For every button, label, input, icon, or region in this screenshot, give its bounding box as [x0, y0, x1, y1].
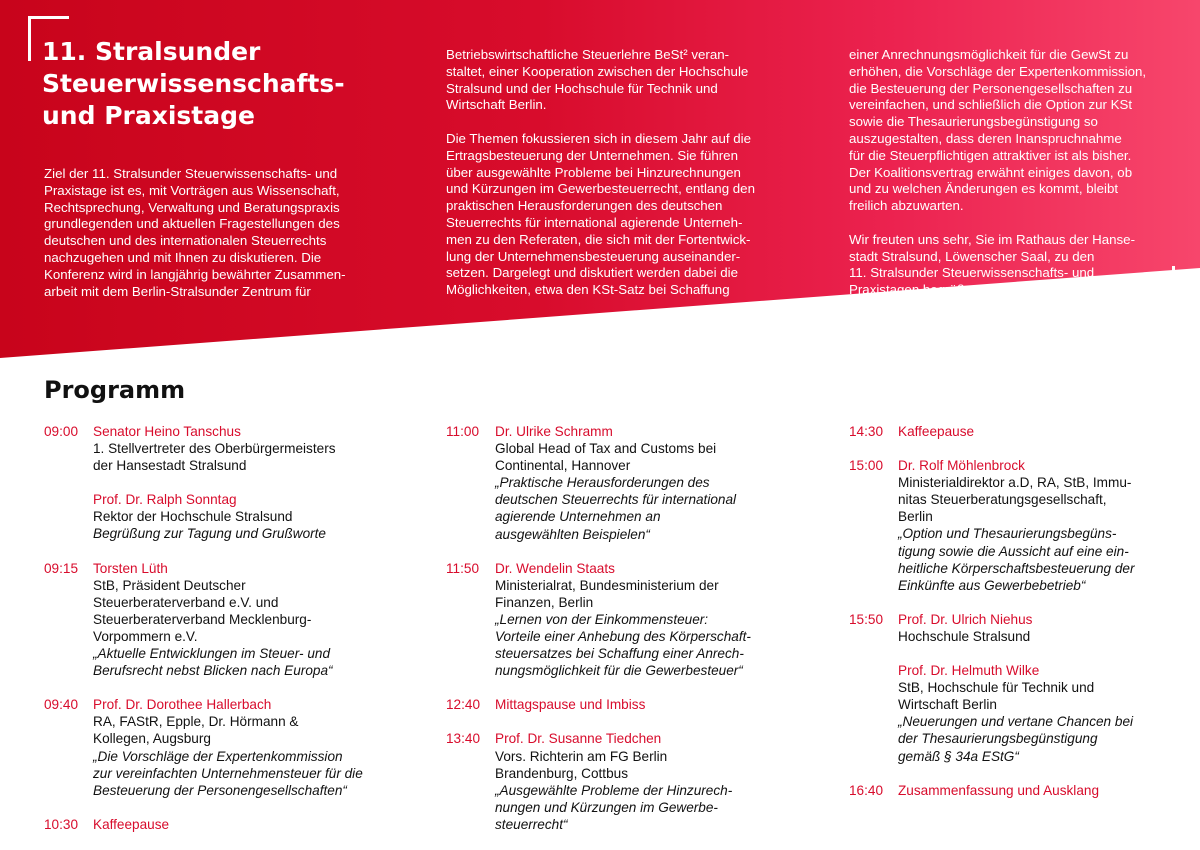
talk-title	[898, 525, 1199, 593]
role-line: nitas Steuerberatungsgesellschaft,	[898, 492, 1107, 508]
talk-line: steuersatzes bei Schaffung einer Anrech-	[495, 646, 744, 662]
speaker-role	[93, 713, 394, 747]
role-line: Rektor der Hochschule Stralsund	[93, 509, 293, 525]
speaker-block	[93, 696, 394, 799]
intro-paragraph	[849, 47, 1169, 215]
speaker-name: Dr. Wendelin Staats	[495, 560, 615, 576]
title-line: 11. Stralsunder	[42, 37, 261, 66]
intro-line: die Besteuerung der Personengesellschaften zu	[849, 80, 1133, 96]
time-slot: 15:00	[849, 458, 884, 474]
talk-line: „Praktische Herausforderungen des	[495, 475, 710, 491]
speaker-role	[898, 474, 1199, 525]
speaker-block	[93, 816, 394, 833]
talk-line: ausgewählten Beispielen“	[495, 526, 650, 542]
entry-body	[495, 696, 796, 713]
intro-paragraph	[446, 131, 776, 299]
schedule-entry	[446, 730, 796, 833]
talk-line: „Die Vorschläge der Expertenkommission	[93, 748, 343, 764]
entry-body	[495, 423, 796, 543]
speaker-name: Senator Heino Tanschus	[93, 424, 241, 439]
role-line: Hochschule Stralsund	[898, 628, 1031, 644]
intro-line: einer Anrechnungsmöglichkeit für die GewSt zu	[849, 47, 1129, 62]
intro-line: auszugestalten, dass deren Inanspruchnahme	[849, 130, 1122, 146]
schedule-entry	[446, 560, 796, 680]
role-line: Global Head of Tax and Customs bei	[495, 441, 717, 457]
time-slot: 10:30	[44, 816, 79, 832]
role-line: Ministerialdirektor a.D, RA, StB, Immu-	[898, 475, 1132, 491]
intro-line: Wir freuten uns sehr, Sie im Rathaus der Hanse-	[849, 231, 1136, 247]
speaker-role	[495, 748, 796, 782]
speaker-role	[93, 508, 394, 525]
role-line: RA, FAStR, Epple, Dr. Hörmann &	[93, 714, 299, 730]
speaker-name: Torsten Lüth	[93, 560, 168, 576]
intro-line: nachzugehen und mit Ihnen zu diskutieren. Die	[44, 249, 322, 265]
speaker-name: Dr. Rolf Möhlenbrock	[898, 458, 1025, 474]
speaker-name: Prof. Dr. Helmuth Wilke	[898, 663, 1040, 679]
intro-line: Möglichkeiten, etwa den KSt-Satz bei Schaffung	[446, 282, 730, 298]
speaker-role	[93, 440, 394, 474]
programm-heading: Programm	[44, 376, 186, 404]
talk-line: Besteuerung der Personengesellschaften“	[93, 782, 347, 798]
speaker-block	[93, 423, 394, 474]
entry-body	[93, 816, 394, 833]
intro-column-1	[44, 166, 364, 300]
entry-body	[495, 730, 796, 833]
schedule-entry	[849, 457, 1199, 594]
time-slot: 11:00	[446, 424, 480, 439]
intro-column-2	[446, 47, 776, 299]
role-line: 1. Stellvertreter des Oberbürgermeisters	[93, 441, 336, 457]
time-slot: 12:40	[446, 697, 481, 713]
intro-line: und zu welchen Änderungen es kommt, bleibt	[849, 181, 1119, 197]
intro-line: Der Koalitionsvertrag erwähnt einiges davon, ob	[849, 164, 1133, 180]
talk-line: steuerrecht“	[495, 816, 568, 832]
programm-column-3	[849, 423, 1199, 816]
time-slot: 09:40	[44, 697, 79, 713]
entry-body	[898, 423, 1199, 440]
intro-paragraph	[446, 47, 776, 114]
intro-line: Die Themen fokussieren sich in diesem Jahr auf die	[446, 130, 751, 146]
talk-line: nungen und Kürzungen im Gewerbe-	[495, 799, 718, 815]
talk-line: deutschen Steuerrechts für international	[495, 492, 737, 508]
role-line: StB, Präsident Deutscher	[93, 577, 246, 593]
entry-body	[93, 423, 394, 543]
intro-paragraph	[44, 166, 364, 300]
speaker-name: Kaffeepause	[898, 424, 975, 439]
talk-title	[495, 782, 796, 833]
speaker-name: Dr. Ulrike Schramm	[495, 424, 613, 439]
entry-body	[93, 696, 394, 799]
intro-line: Steuerrechts für international agierende Unterneh-	[446, 214, 743, 230]
intro-line: 11. Stralsunder Steuerwissenschafts- und	[849, 265, 1095, 281]
intro-line: arbeit mit dem Berlin-Stralsunder Zentrum für	[44, 283, 311, 299]
intro-line: setzen. Dargelegt und diskutiert werden dabei die	[446, 265, 738, 281]
programm-column-1	[44, 423, 394, 850]
speaker-role	[495, 440, 796, 474]
time-slot: 09:15	[44, 560, 79, 576]
speaker-block	[93, 560, 394, 680]
speaker-name: Prof. Dr. Dorothee Hallerbach	[93, 697, 272, 713]
intro-line: stadt Stralsund, Löwenscher Saal, zu den	[849, 248, 1095, 264]
time-slot: 09:00	[44, 424, 79, 439]
talk-title	[898, 713, 1199, 764]
schedule-entry	[44, 560, 394, 680]
time-slot: 13:40	[446, 731, 481, 747]
intro-line: lung der Unternehmensbesteuerung auseinander-	[446, 248, 741, 264]
intro-line: sowie die Thesaurierungsbegünstigung so	[849, 114, 1098, 130]
speaker-role	[93, 577, 394, 645]
intro-line: praktischen Herausforderungen des deutschen	[446, 198, 723, 214]
role-line: Kollegen, Augsburg	[93, 731, 211, 747]
talk-title	[93, 748, 394, 799]
talk-line: „Option und Thesaurierungsbegüns-	[898, 526, 1117, 542]
intro-line: staltet, einer Kooperation zwischen der Hochschule	[446, 63, 749, 79]
talk-line: „Ausgewählte Probleme der Hinzurech-	[495, 782, 733, 798]
speaker-block	[898, 611, 1199, 645]
speaker-block	[495, 730, 796, 833]
intro-line: grundlegenden und aktuellen Fragestellungen des	[44, 216, 340, 232]
talk-title	[495, 474, 796, 542]
talk-line: tigung sowie die Aussicht auf eine ein-	[898, 543, 1129, 559]
role-line: der Hansestadt Stralsund	[93, 458, 247, 474]
speaker-block	[93, 491, 394, 542]
schedule-entry	[849, 423, 1199, 440]
role-line: StB, Hochschule für Technik und	[898, 680, 1095, 696]
speaker-role	[898, 679, 1199, 713]
intro-line: Ziel der 11. Stralsunder Steuerwissenschafts- und	[44, 166, 338, 181]
entry-body	[898, 457, 1199, 594]
talk-line: agierende Unternehmen an	[495, 509, 661, 525]
title-line: Steuerwissenschafts-	[42, 69, 345, 98]
intro-line: men zu den Referaten, die sich mit der Fortentwick-	[446, 231, 751, 247]
speaker-name: Kaffeepause	[93, 816, 170, 832]
speaker-name: Mittagspause und Imbiss	[495, 697, 646, 713]
entry-body	[93, 560, 394, 680]
speaker-name: Zusammenfassung und Ausklang	[898, 782, 1100, 798]
talk-line: nungsmöglichkeit für die Gewerbesteuer“	[495, 663, 743, 679]
schedule-entry	[849, 782, 1199, 799]
talk-line: gemäß § 34a EStG“	[898, 748, 1019, 764]
intro-column-3	[849, 47, 1169, 299]
speaker-block	[495, 423, 796, 543]
talk-line: zur vereinfachten Unternehmensteuer für die	[93, 765, 363, 781]
intro-line: für die Steuerpflichtigen attraktiver ist als bisher.	[849, 147, 1132, 163]
schedule-entry	[44, 816, 394, 833]
time-slot: 16:40	[849, 782, 884, 798]
speaker-role	[495, 577, 796, 611]
title-line: und Praxistage	[42, 101, 255, 130]
time-slot: 15:50	[849, 611, 884, 627]
intro-paragraph	[849, 232, 1169, 299]
speaker-name: Prof. Dr. Ralph Sonntag	[93, 492, 237, 508]
role-line: Brandenburg, Cottbus	[495, 765, 629, 781]
speaker-block	[898, 423, 1199, 440]
talk-line: „Lernen von der Einkommensteuer:	[495, 611, 709, 627]
talk-line: der Thesaurierungsbegünstigung	[898, 731, 1098, 747]
role-line: Ministerialrat, Bundesministerium der	[495, 577, 719, 593]
talk-line: „Aktuelle Entwicklungen im Steuer- und	[93, 646, 331, 662]
role-line: Continental, Hannover	[495, 458, 631, 474]
intro-line: Konferenz wird in langjährig bewährter Zusammen-	[44, 266, 346, 282]
entry-body	[495, 560, 796, 680]
role-line: Vorpommern e.V.	[93, 628, 198, 644]
schedule-entry	[44, 423, 394, 543]
speaker-name: Prof. Dr. Ulrich Niehus	[898, 611, 1033, 627]
talk-line: Berufsrecht nebst Blicken nach Europa“	[93, 663, 333, 679]
role-line: Finanzen, Berlin	[495, 594, 594, 610]
talk-title	[495, 611, 796, 679]
speaker-name: Prof. Dr. Susanne Tiedchen	[495, 731, 662, 747]
schedule-entry	[446, 423, 796, 543]
speaker-block	[898, 457, 1199, 594]
talk-line: „Neuerungen und vertane Chancen bei	[898, 714, 1134, 730]
speaker-role	[898, 628, 1199, 645]
schedule-entry	[849, 611, 1199, 765]
role-line: Berlin	[898, 509, 933, 525]
talk-line: Begrüßung zur Tagung und Grußworte	[93, 526, 326, 542]
page-title	[42, 36, 382, 132]
intro-line: deutschen und des internationalen Steuerrechts	[44, 233, 327, 249]
speaker-block	[495, 560, 796, 680]
intro-line: und Kürzungen im Gewerbesteuerrecht, entlang den	[446, 181, 755, 197]
intro-line: Rechtsprechung, Verwaltung und Beratungspraxis	[44, 199, 340, 215]
schedule-entry	[44, 696, 394, 799]
entry-body	[898, 782, 1199, 799]
schedule-entry	[446, 696, 796, 713]
role-line: Vors. Richterin am FG Berlin	[495, 748, 668, 764]
talk-line: Einkünfte aus Gewerbebetrieb“	[898, 577, 1086, 593]
intro-line: vereinfachen, und schließlich die Option zur KSt	[849, 97, 1133, 113]
intro-line: erhöhen, die Vorschläge der Expertenkommission,	[849, 63, 1147, 79]
talk-title	[93, 645, 394, 679]
intro-line: Stralsund und der Hochschule für Technik und	[446, 80, 718, 96]
intro-line: freilich abzuwarten.	[849, 198, 964, 214]
time-slot: 14:30	[849, 424, 884, 439]
talk-line: heitliche Körperschaftsbesteuerung der	[898, 560, 1135, 576]
role-line: Steuerberaterverband e.V. und	[93, 594, 279, 610]
programm-column-2	[446, 423, 796, 850]
role-line: Wirtschaft Berlin	[898, 697, 997, 713]
intro-line: Praxistagen begrüßen zu dürfen!	[849, 282, 1043, 298]
talk-line: Vorteile einer Anhebung des Körperschaft-	[495, 629, 751, 645]
talk-title	[93, 525, 394, 542]
intro-line: Betriebswirtschaftliche Steuerlehre BeSt² veran-	[446, 47, 730, 62]
intro-line: Wirtschaft Berlin.	[446, 97, 547, 113]
speaker-block	[495, 696, 796, 713]
speaker-block	[898, 782, 1199, 799]
entry-body	[898, 611, 1199, 765]
time-slot: 11:50	[446, 560, 480, 576]
intro-line: über ausgewählte Probleme bei Hinzurechnungen	[446, 164, 741, 180]
intro-line: Ertragsbesteuerung der Unternehmen. Sie führen	[446, 147, 738, 163]
speaker-block	[898, 662, 1199, 765]
intro-line: Praxistage ist es, mit Vorträgen aus Wissenschaft,	[44, 182, 340, 198]
role-line: Steuerberaterverband Mecklenburg-	[93, 611, 312, 627]
